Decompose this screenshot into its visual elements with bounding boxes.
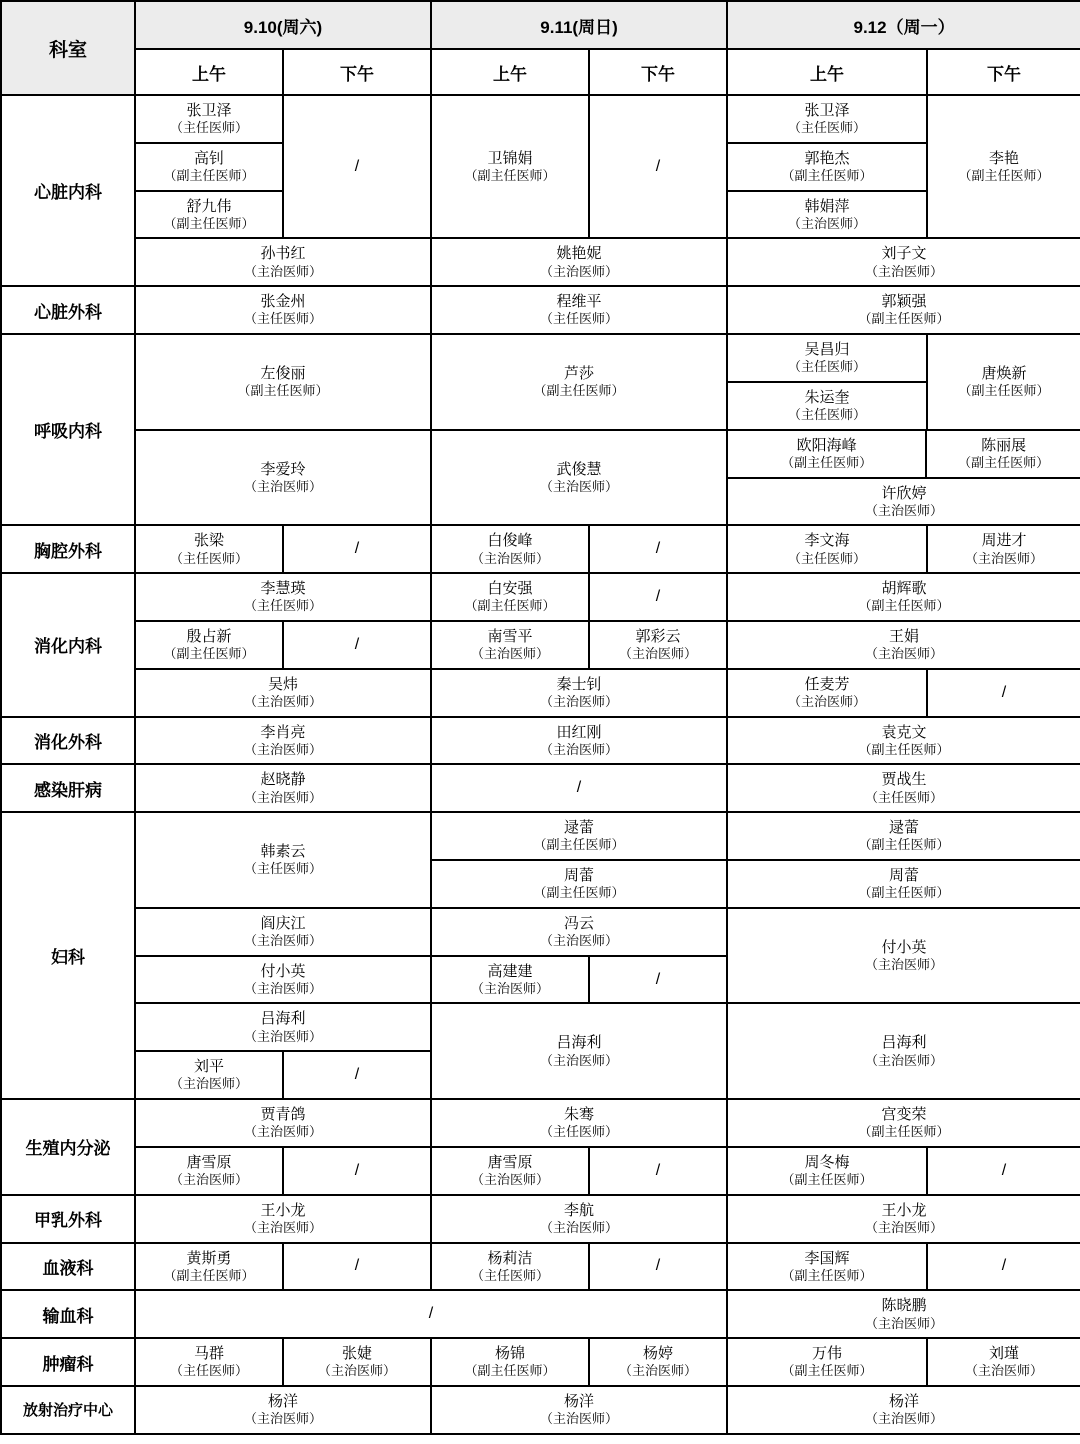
dept-cell-respiratory: 呼吸内科 [1,334,135,525]
doctor-entry: 殷占新 （副主任医师） [163,627,255,662]
slot-cardio-int-d2-pm [927,95,1080,238]
table-row [1,1290,1080,1338]
doctor-entry: 白俊峰 （主治医师） [471,532,550,566]
slot-thyroid-d1 [431,1195,727,1243]
slot-radio-d0 [135,1386,431,1434]
doctor-entry: 田红刚 （主治医师） [540,723,619,757]
doctor-entry: 吕海利 （主治医师） [540,1034,619,1068]
slot-repro-d0-row1 [135,1099,431,1147]
slot-thoracic-d0-pm: / [283,525,431,573]
doctor-entry: 王娟 （主治医师） [865,627,944,662]
slot-onco-d0-am [135,1338,283,1386]
doctor-entry: 杨锦 （副主任医师） [464,1345,556,1379]
doctor-entry: 赵晓静 （主治医师） [244,771,323,805]
doctor-entry: 周进才 （主治医师） [965,532,1044,566]
table-row [1,95,1080,238]
doctor-entry: 付小英 （主治医师） [244,962,323,996]
slot-onco-d1-pm [589,1338,727,1386]
slot-cardiac-surg-d2 [727,286,1080,334]
slot-repro-d0-am-row2 [135,1147,283,1195]
slot-resp-d1-am [431,334,727,430]
dept-cell-blood-transfusion: 输血科 [1,1290,135,1338]
slot-gastro-d1-am-row2 [431,621,589,669]
doctor-entry: 吕海利 （主治医师） [244,1010,323,1044]
table-row [1,1338,1080,1386]
table-row [1,764,1080,812]
doctor-entry: 韩娟萍 （主治医师） [788,197,867,231]
slot-gisurg-d2 [727,717,1080,765]
slot-cardio-int-d2-extra [727,238,1080,286]
slot-gastro-d2-pm-row3: / [927,669,1080,717]
doctor-entry: 刘瑾 （主治医师） [965,1345,1044,1379]
table-row [1,908,1080,956]
doctor-entry: 高建建 （主治医师） [471,962,550,996]
header-date-2: 9.12（周一） [727,1,1080,49]
doctor-entry: 郭颖强 （副主任医师） [858,293,950,327]
slot-onco-d2-am [727,1338,927,1386]
slot-thoracic-d0-am [135,525,283,573]
dept-cell-gynecology: 妇科 [1,812,135,1099]
doctor-entry: 张梁 （主任医师） [169,532,248,566]
slot-cardiac-surg-d1 [431,286,727,334]
header-dept: 科室 [1,1,135,95]
doctor-entry: 吕海利 （主治医师） [865,1034,944,1068]
slot-gyn-d1-pm-row3: / [589,956,727,1004]
doctor-entry: 唐焕新 （副主任医师） [958,364,1050,399]
slot-infect-d2 [727,764,1080,812]
slot-repro-d1-pm-row2: / [589,1147,727,1195]
doctor-entry: 张婕 （主治医师） [318,1345,397,1379]
slot-cardio-int-d0-extra [135,238,431,286]
slot-cardio-int-d1-am [431,95,589,238]
dept-cell-reproductive-endocrine: 生殖内分泌 [1,1099,135,1195]
doctor-entry: 武俊慧 （主治医师） [540,460,619,494]
doctor-entry: 万伟 （副主任医师） [781,1345,873,1379]
doctor-entry: 张卫泽 （主任医师） [788,102,867,136]
slot-hema-d2-pm: / [927,1243,1080,1291]
doctor-entry: 朱运奎 （主任医师） [788,388,867,423]
slot-gyn-d0-row1 [135,812,431,908]
slot-cardio-int-d1-extra [431,238,727,286]
doctor-entry: 李慧瑛 （主任医师） [244,580,323,614]
doctor-entry: 欧阳海峰 （副主任医师） [781,436,873,470]
table-row [1,1099,1080,1147]
doctor-entry: 许欣婷 （主治医师） [865,484,944,518]
doctor-entry: 高钊 （副主任医师） [163,149,255,183]
doctor-entry: 郭彩云 （主治医师） [619,627,698,662]
table-row [1,1003,1080,1099]
slot-hema-d2-am [727,1243,927,1291]
table-row [1,1386,1080,1434]
slot-gastro-d0-row1 [135,573,431,621]
doctor-entry: 张卫泽 （主任医师） [169,102,248,136]
slot-repro-d1-am-row2 [431,1147,589,1195]
slot-hema-d0-am [135,1243,283,1291]
table-row [1,573,1080,621]
doctor-entry: 吴炜 （主治医师） [244,675,323,709]
doctor-entry: 贾战生 （主任医师） [865,771,944,805]
doctor-entry: 黄斯勇 （副主任医师） [163,1249,255,1283]
slot-gastro-d2-am-row3 [727,669,927,717]
doctor-entry: 周蕾 （副主任医师） [858,867,950,901]
slot-gyn-d0-row3 [135,956,431,1004]
dept-cell-thoracic-surgery: 胸腔外科 [1,525,135,573]
doctor-entry: 芦莎 （副主任医师） [533,364,625,399]
dept-cell-cardiac-surgery: 心脏外科 [1,286,135,334]
header-am-0: 上午 [135,49,283,95]
table-row [1,1195,1080,1243]
slot-gyn-d0-row4 [135,1003,431,1099]
doctor-entry: 李爱玲 （主治医师） [244,460,323,494]
doctor-entry: 杨洋 （主治医师） [540,1392,619,1427]
slot-onco-d2-pm [927,1338,1080,1386]
slot-gastro-d1-pm-row2 [589,621,727,669]
table-row [1,525,1080,573]
dept-cell-gi-surgery: 消化外科 [1,717,135,765]
slot-gisurg-d0 [135,717,431,765]
doctor-entry: 朱骞 （主任医师） [540,1106,619,1140]
slot-resp-d0-am [135,334,431,430]
slot-gyn-d2-row2 [727,908,1080,1004]
slot-onco-d0-pm [283,1338,431,1386]
doctor-entry: 任麦芳 （主治医师） [788,675,867,709]
dept-cell-hematology: 血液科 [1,1243,135,1291]
slot-gyn-d1-am-row3 [431,956,589,1004]
slot-cardio-int-d0-pm: / [283,95,431,238]
slot-thoracic-d1-pm: / [589,525,727,573]
slot-radio-d2 [727,1386,1080,1434]
table-row [1,1243,1080,1291]
dept-cell-infectious-liver: 感染肝病 [1,764,135,812]
doctor-entry: 韩素云 （主任医师） [244,843,323,877]
doctor-entry: 白安强 （副主任医师） [464,580,556,614]
doctor-entry: 刘平 （主治医师） [169,1058,248,1092]
header-pm-1: 下午 [589,49,727,95]
doctor-entry: 胡辉歌 （副主任医师） [858,580,950,614]
slot-onco-d1-am [431,1338,589,1386]
doctor-entry: 吴昌归 （主任医师） [788,341,867,375]
slot-resp-d0-extra [135,430,431,526]
doctor-entry: 阎庆江 （主治医师） [244,914,323,948]
dept-cell-cardiology-internal: 心脏内科 [1,95,135,286]
doctor-entry: 杨婷 （主治医师） [619,1345,698,1379]
table-row [1,621,1080,669]
doctor-entry: 张金州 （主任医师） [244,293,323,327]
slot-gastro-d1-am-row1 [431,573,589,621]
doctor-entry: 逯蕾 （副主任医师） [858,819,950,853]
table-row [1,286,1080,334]
doctor-entry: 舒九伟 （副主任医师） [163,197,255,231]
dept-cell-radiotherapy-center: 放射治疗中心 [1,1386,135,1434]
doctor-entry: 周蕾 （副主任医师） [533,867,625,901]
table-row [1,812,1080,908]
slot-resp-d2-am [727,334,927,430]
doctor-entry: 左俊丽 （副主任医师） [237,364,329,399]
slot-thoracic-d2-pm [927,525,1080,573]
header-pm-2: 下午 [927,49,1080,95]
header-date-1: 9.11(周日) [431,1,727,49]
slot-resp-d1-extra [431,430,727,526]
doctor-entry: 李国辉 （副主任医师） [781,1249,873,1283]
table-row [1,669,1080,717]
slot-thoracic-d2-am [727,525,927,573]
doctor-entry: 卫锦娟 （副主任医师） [464,149,556,183]
slot-gyn-d0-row2 [135,908,431,956]
slot-gyn-d2-row1 [727,812,1080,908]
slot-radio-d1 [431,1386,727,1434]
doctor-entry: 李肖亮 （主治医师） [244,723,323,757]
doctor-entry: 贾青鸽 （主治医师） [244,1106,323,1140]
doctor-entry: 付小英 （主治医师） [865,938,944,972]
slot-repro-d2-am-row2 [727,1147,927,1195]
slot-gastro-d0-row3 [135,669,431,717]
slot-gastro-d1-row3 [431,669,727,717]
slot-hema-d0-pm: / [283,1243,431,1291]
header-date-0: 9.10(周六) [135,1,431,49]
slot-repro-d2-pm-row2: / [927,1147,1080,1195]
doctor-entry: 陈晓鹏 （主治医师） [865,1297,944,1331]
slot-gastro-d2-row1 [727,573,1080,621]
doctor-entry: 郭艳杰 （副主任医师） [781,149,873,183]
doctor-entry: 唐雪原 （主治医师） [169,1153,248,1188]
doctor-entry: 王小龙 （主治医师） [865,1201,944,1235]
table-row [1,334,1080,430]
slot-repro-d1-row1 [431,1099,727,1147]
slot-cardio-int-d0-am [135,95,283,238]
dept-cell-oncology: 肿瘤科 [1,1338,135,1386]
doctor-entry: 杨莉洁 （主任医师） [471,1249,550,1283]
slot-transfusion-d0-d1: / [135,1290,727,1338]
doctor-entry: 王小龙 （主治医师） [244,1201,323,1235]
slot-gyn-d1-row4 [431,1003,727,1099]
slot-cardio-int-d2-am [727,95,927,238]
doctor-entry: 程维平 （主任医师） [540,293,619,327]
dept-cell-thyroid-breast-surgery: 甲乳外科 [1,1195,135,1243]
doctor-entry: 刘子文 （主治医师） [865,245,944,279]
doctor-entry: 逯蕾 （副主任医师） [533,819,625,853]
slot-gyn-d1-row1 [431,812,727,908]
slot-gyn-d2-row4 [727,1003,1080,1099]
table-header-row-ampm [1,49,1080,95]
doctor-entry: 周冬梅 （副主任医师） [781,1153,873,1188]
slot-resp-d2-extra [727,430,1080,526]
slot-gastro-d0-am-row2 [135,621,283,669]
slot-thyroid-d0 [135,1195,431,1243]
table-row [1,238,1080,286]
slot-cardio-int-d1-pm: / [589,95,727,238]
doctor-entry: 李航 （主治医师） [540,1201,619,1235]
slot-gyn-d1-row2 [431,908,727,956]
slot-infect-d1: / [431,764,727,812]
doctor-entry: 宫变荣 （副主任医师） [858,1106,950,1140]
doctor-entry: 马群 （主任医师） [169,1345,248,1379]
slot-gastro-d1-pm-row1: / [589,573,727,621]
table-header-row-dates [1,1,1080,49]
doctor-entry: 南雪平 （主治医师） [471,627,550,662]
header-am-1: 上午 [431,49,589,95]
slot-gisurg-d1 [431,717,727,765]
doctor-entry: 袁克文 （副主任医师） [858,723,950,757]
slot-thyroid-d2 [727,1195,1080,1243]
doctor-entry: 杨洋 （主治医师） [865,1392,944,1427]
table-row [1,717,1080,765]
doctor-entry: 姚艳妮 （主治医师） [540,245,619,279]
slot-infect-d0 [135,764,431,812]
slot-transfusion-d2 [727,1290,1080,1338]
slot-repro-d2-row1 [727,1099,1080,1147]
slot-cardiac-surg-d0 [135,286,431,334]
doctor-entry: 杨洋 （主治医师） [244,1392,323,1427]
table-row [1,430,1080,526]
slot-resp-d2-pm [927,334,1080,430]
header-am-2: 上午 [727,49,927,95]
slot-gastro-d0-pm-row2: / [283,621,431,669]
slot-hema-d1-am [431,1243,589,1291]
doctor-entry: 冯云 （主治医师） [540,914,619,948]
slot-gastro-d2-row2 [727,621,1080,669]
doctor-entry: 秦士钊 （主治医师） [540,675,619,709]
slot-gyn-d0-pm-row4: / [283,1051,430,1098]
doctor-entry: 唐雪原 （主治医师） [471,1153,550,1188]
table-row [1,1147,1080,1195]
slot-hema-d1-pm: / [589,1243,727,1291]
doctor-entry: 陈丽展 （副主任医师） [958,436,1050,470]
slot-thoracic-d1-am [431,525,589,573]
doctor-entry: 孙书红 （主治医师） [244,245,323,279]
doctor-entry: 李文海 （主任医师） [788,532,867,566]
dept-cell-gastroenterology: 消化内科 [1,573,135,716]
header-pm-0: 下午 [283,49,431,95]
slot-repro-d0-pm-row2: / [283,1147,431,1195]
doctor-entry: 李艳 （副主任医师） [958,149,1050,183]
